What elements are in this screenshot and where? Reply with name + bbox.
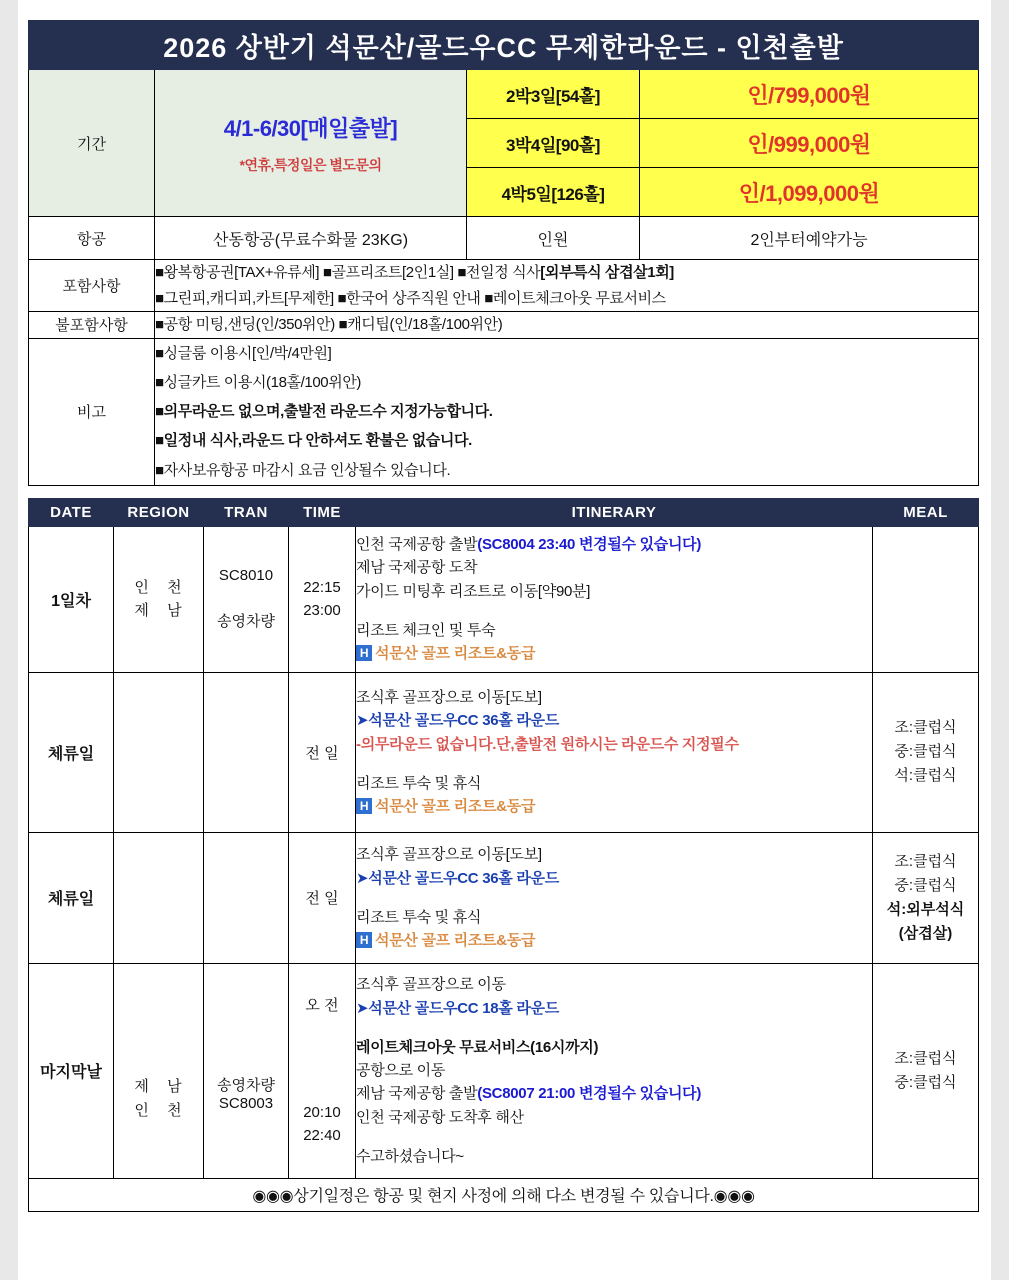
row-region <box>114 963 204 1178</box>
title-row <box>29 21 979 70</box>
document-page <box>18 0 991 1280</box>
meal-item: 조:클럽식 <box>894 719 957 737</box>
col-header-tran: TRAN <box>204 498 289 526</box>
inclusions-line-1 <box>155 260 978 286</box>
remark-item: ■싱글룸 이용시[인/박/4만원] <box>155 344 332 362</box>
hotel-line <box>356 929 872 952</box>
price-option-value-3: 인/1,099,000원 <box>640 168 979 217</box>
golf-round-line: ➤석문산 골드우CC 36홀 라운드 <box>356 712 559 730</box>
itinerary-table <box>28 498 979 1212</box>
time-line-2: 22:40 <box>303 1127 341 1145</box>
remarks-label: 비고 <box>29 338 155 485</box>
meal-item: 석:외부석식 <box>886 900 965 918</box>
region-line-1: 인 천 <box>134 579 189 596</box>
airline-label: 항공 <box>29 217 155 260</box>
itinerary-line-text: 인천 국제공항 출발 <box>356 536 478 554</box>
remarks-value <box>155 338 979 485</box>
table-row <box>29 963 979 1178</box>
itinerary-line: 조식후 골프장으로 이동 <box>356 976 506 994</box>
row-region <box>114 832 204 963</box>
period-value-cell <box>155 70 467 217</box>
itinerary-line <box>356 533 872 556</box>
hotel-name: 석문산 골프 리조트&동급 <box>375 932 536 949</box>
airline-value: 산동항공(무료수화물 23KG) <box>155 217 467 260</box>
exclusions-value: ■공항 미팅,샌딩(인/350위안) ■캐디팁(인/18홀/100위안) <box>155 312 979 339</box>
spacer <box>356 1020 872 1036</box>
table-row <box>29 672 979 832</box>
spacer <box>356 756 872 772</box>
row-tran <box>204 832 289 963</box>
meal-item: 중:클럽식 <box>894 876 957 894</box>
tran-line-2: SC8003 <box>218 1094 274 1112</box>
col-header-time: TIME <box>289 498 356 526</box>
itinerary-line-text: 제남 국제공항 출발 <box>356 1085 478 1103</box>
spacer <box>356 890 872 906</box>
row-meal <box>873 832 979 963</box>
itinerary-line: 리조트 체크인 및 투숙 <box>356 621 496 639</box>
late-checkout-line: 레이트체크아웃 무료서비스(16시까지) <box>356 1038 599 1056</box>
meal-item: 중:클럽식 <box>894 743 957 761</box>
itinerary-line: 리조트 투숙 및 휴식 <box>356 774 482 792</box>
tran-line-1: 송영차량 <box>217 1076 275 1094</box>
row-tran <box>204 526 289 672</box>
table-row <box>29 526 979 672</box>
footer-row <box>29 1178 979 1211</box>
row-date: 1일차 <box>29 526 114 672</box>
region-line-2: 인 천 <box>134 1101 189 1119</box>
itinerary-line: 공항으로 이동 <box>356 1062 446 1080</box>
itinerary-line: 조식후 골프장으로 이동[도보] <box>356 846 542 864</box>
col-header-meal: MEAL <box>873 498 979 526</box>
meal-item: 조:클럽식 <box>894 852 957 870</box>
inclusions-value <box>155 260 979 312</box>
hotel-name: 석문산 골프 리조트&동급 <box>375 798 536 816</box>
page-title: 2026 상반기 석문산/골드우CC 무제한라운드 - 인천출발 <box>29 21 979 70</box>
row-date: 체류일 <box>29 832 114 963</box>
period-note-text: *연휴,특정일은 별도문의 <box>239 156 382 173</box>
hotel-icon: H <box>356 798 372 814</box>
hotel-icon: H <box>356 932 372 948</box>
row-meal <box>873 672 979 832</box>
disclaimer-text: ◉◉◉상기일정은 항공 및 현지 사정에 의해 다소 변경될 수 있습니다.◉◉◉ <box>29 1178 979 1211</box>
closing-line: 수고하셨습니다~ <box>356 1147 464 1165</box>
itinerary-sheet <box>28 20 978 1212</box>
meal-item: 중:클럽식 <box>894 1073 957 1091</box>
meal-item: 조:클럽식 <box>894 1049 957 1067</box>
inclusions-line-2: ■그린피,캐디피,카트[무제한] ■한국어 상주직원 안내 ■레이트체크아웃 무료서비스 <box>155 289 666 307</box>
flight-change-note: (SC8007 21:00 변경될수 있습니다) <box>477 1085 702 1103</box>
remark-item: ■자사보유항공 마감시 요금 인상될수 있습니다. <box>155 461 451 479</box>
round-warning-line: -의무라운드 없습니다.단,출발전 원하시는 라운드수 지정필수 <box>356 735 739 753</box>
time-top-label: 오 전 <box>305 996 339 1014</box>
price-option-value-1: 인/799,000원 <box>640 70 979 119</box>
region-line-1: 제 남 <box>134 1078 189 1096</box>
spacer <box>356 603 872 619</box>
col-header-itinerary: ITINERARY <box>356 498 873 526</box>
exclusions-row <box>29 312 979 339</box>
row-itinerary <box>356 672 873 832</box>
hotel-name: 석문산 골프 리조트&동급 <box>375 645 536 663</box>
row-itinerary <box>356 832 873 963</box>
tran-line-1: SC8010 <box>218 567 274 585</box>
row-region <box>114 672 204 832</box>
inclusions-label: 포함사항 <box>29 260 155 312</box>
golf-round-line: ➤석문산 골드우CC 18홀 라운드 <box>356 999 559 1017</box>
time-line-2: 23:00 <box>303 602 341 620</box>
col-header-date: DATE <box>29 498 114 526</box>
remark-item: ■의무라운드 없으며,출발전 라운드수 지정가능합니다. <box>155 403 493 420</box>
price-option-name-2: 3박4일[90홀] <box>467 119 640 168</box>
itinerary-header-row <box>29 498 979 526</box>
row-meal <box>873 526 979 672</box>
period-label: 기간 <box>29 70 155 217</box>
meal-item: 석:클럽식 <box>894 767 957 785</box>
row-itinerary <box>356 526 873 672</box>
price-option-name-1: 2박3일[54홀] <box>467 70 640 119</box>
remark-item: ■일정내 식사,라운드 다 안하셔도 환불은 없습니다. <box>155 432 472 450</box>
remarks-row <box>29 338 979 485</box>
region-line-2: 제 남 <box>134 602 189 620</box>
row-date: 체류일 <box>29 672 114 832</box>
hotel-line <box>356 642 872 665</box>
price-option-value-2: 인/999,000원 <box>640 119 979 168</box>
row-tran <box>204 963 289 1178</box>
period-main-text: 4/1-6/30[매일출발] <box>223 115 398 141</box>
inclusions-row <box>29 260 979 312</box>
golf-round-line: ➤석문산 골드우CC 36홀 라운드 <box>356 869 559 887</box>
itinerary-line: 리조트 투숙 및 휴식 <box>356 908 482 926</box>
row-region <box>114 526 204 672</box>
itinerary-line: 인천 국제공항 도착후 해산 <box>356 1108 524 1126</box>
itinerary-line: 가이드 미팅후 리조트로 이동[약90분] <box>356 582 591 600</box>
itinerary-line: 제남 국제공항 도착 <box>356 559 478 577</box>
inclusions-line-1a: ■왕복항공권[TAX+유류세] ■골프리조트[2인1실] ■전일정 식사 <box>155 264 541 281</box>
row-time <box>289 526 356 672</box>
meal-item: (삼겹살) <box>898 924 953 942</box>
time-line-1: 20:10 <box>303 1104 341 1122</box>
row-itinerary <box>356 963 873 1178</box>
hotel-line <box>356 795 872 818</box>
row-time: 전 일 <box>289 832 356 963</box>
table-row <box>29 832 979 963</box>
row-meal <box>873 963 979 1178</box>
pax-value: 2인부터예약가능 <box>640 217 979 260</box>
col-header-region: REGION <box>114 498 204 526</box>
itinerary-line: 조식후 골프장으로 이동[도보] <box>356 689 542 707</box>
itinerary-line <box>356 1082 872 1105</box>
spacer <box>356 1129 872 1145</box>
inclusions-line-1b: [외부특식 삼겹살1회] <box>540 264 674 281</box>
row-date: 마지막날 <box>29 963 114 1178</box>
hotel-icon: H <box>356 645 372 661</box>
exclusions-label: 불포함사항 <box>29 312 155 339</box>
time-line-1: 22:15 <box>303 579 341 596</box>
row-tran <box>204 672 289 832</box>
price-row-1 <box>29 70 979 119</box>
airline-row <box>29 217 979 260</box>
flight-change-note: (SC8004 23:40 변경될수 있습니다) <box>477 536 702 554</box>
pax-label: 인원 <box>467 217 640 260</box>
tran-line-2: 송영차량 <box>217 613 275 631</box>
remark-item: ■싱글카트 이용시(18홀/100위안) <box>155 373 361 391</box>
package-info-table <box>28 20 979 486</box>
row-time <box>289 963 356 1178</box>
itinerary-section <box>28 498 978 1212</box>
row-time: 전 일 <box>289 672 356 832</box>
price-option-name-3: 4박5일[126홀] <box>467 168 640 217</box>
